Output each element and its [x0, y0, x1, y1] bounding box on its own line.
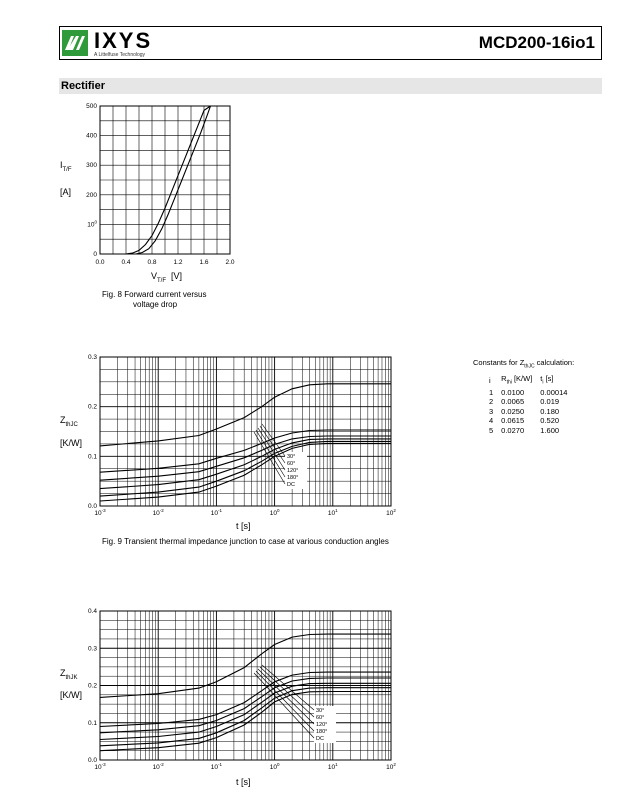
section-title: Rectifier	[59, 78, 602, 94]
fig9-x-tick: $10^0$	[269, 508, 280, 517]
fig10-y-tick: 0.2	[87, 682, 97, 690]
fig9-x-tick: $10^1$	[327, 508, 338, 517]
table-row: 4 0.0615 0.520	[489, 416, 560, 425]
table-row: 5 0.0270 1.600	[489, 425, 560, 435]
fig10-x-tick: $10^2$	[386, 762, 396, 771]
fig8-y-tick: 200	[86, 191, 97, 199]
fig9-legend-label: 60°	[287, 461, 296, 467]
fig9-y-tick: 0.1	[87, 453, 97, 461]
table-row: 2 0.0065 0.019	[489, 397, 560, 406]
fig10-legend-label: 120°	[316, 722, 328, 728]
fig8-xlabel: $V_{T/F}$ [V]	[151, 271, 183, 284]
fig9-legend-label: 30°	[287, 454, 296, 460]
fig9-legend-label: DC	[287, 482, 295, 488]
fig9-caption: Fig. 9 Transient thermal impedance junction to case at various conduction angles	[102, 537, 389, 546]
fig8-x-tick: 0.0	[95, 259, 105, 266]
fig9-x-tick: $10^{-2}$	[152, 508, 164, 517]
brand-name: IXYS	[94, 28, 153, 53]
fig9-y-tick: 0.3	[87, 354, 97, 361]
fig10-ylabel: $Z_{thJK}$	[60, 668, 78, 681]
fig10-x-tick: $10^0$	[269, 762, 280, 771]
fig9-legend-label: 120°	[287, 468, 299, 474]
fig9-y-tick: 0.0	[87, 503, 97, 510]
fig10-legend-label: 180°	[316, 729, 328, 735]
fig9-xlabel: t [s]	[236, 521, 251, 531]
fig10-yunit: [K/W]	[60, 690, 82, 700]
fig10-legend-leader	[254, 673, 314, 738]
fig8-x-tick: 0.8	[147, 259, 157, 266]
fig10-xlabel: t [s]	[236, 777, 251, 787]
fig10-legend-label: 60°	[316, 715, 325, 721]
part-number: MCD200-16io1	[478, 33, 595, 52]
fig8-y-tick: 500	[86, 103, 97, 110]
fig8-ylabel: $I_{T/F}$	[60, 160, 72, 173]
table-row: 3 0.0250 0.180	[489, 406, 560, 416]
fig9-legend-leader	[258, 428, 285, 470]
fig8-yunit: [A]	[60, 187, 72, 197]
fig8-y-tick: 300	[86, 162, 97, 170]
fig8-x-tick: 0.4	[121, 259, 131, 266]
fig9-legend-label: 180°	[287, 475, 299, 481]
fig9-x-tick: $10^{-1}$	[210, 508, 223, 517]
fig8-caption-line1: Fig. 8 Forward current versus	[102, 290, 207, 299]
fig10-legend-label: DC	[316, 736, 324, 742]
fig8-y-tick: 0	[93, 251, 97, 258]
fig10-legend-leader	[262, 665, 314, 710]
fig10-x-tick: $10^1$	[327, 762, 338, 771]
fig9-ylabel: $Z_{thJC}$	[60, 415, 78, 428]
fig10-y-tick: 0.0	[87, 757, 97, 764]
fig8-x-tick: 2.0	[225, 259, 235, 266]
fig10-curve-6	[100, 692, 391, 751]
fig9-x-tick: $10^{-3}$	[94, 508, 106, 517]
fig10-y-tick: 0.4	[87, 608, 97, 615]
fig10-y-tick: 0.3	[87, 645, 97, 653]
fig10-x-tick: $10^{-1}$	[210, 762, 223, 771]
fig8-caption-line2: voltage drop	[133, 300, 178, 309]
fig10-curve-2	[100, 672, 391, 726]
constants-title: Constants for $Z_{thJC}$ calculation:	[473, 358, 575, 370]
fig8-y-tick: 400	[86, 132, 97, 140]
brand-tagline: A Littelfuse Technology	[94, 52, 146, 58]
fig8-y-tick: $10^0$	[87, 219, 97, 229]
fig9-yunit: [K/W]	[60, 438, 82, 448]
fig8-x-tick: 1.6	[199, 259, 209, 266]
fig9-x-tick: $10^2$	[386, 508, 396, 517]
fig10-x-tick: $10^{-3}$	[94, 762, 106, 771]
fig10-legend-label: 30°	[316, 708, 325, 714]
fig9-curve-1	[100, 384, 391, 446]
fig10-y-tick: 0.1	[87, 719, 97, 727]
fig9-curve-6	[100, 443, 391, 501]
fig8-x-tick: 1.2	[173, 259, 183, 266]
fig10-legend-leader	[256, 671, 314, 731]
fig9-y-tick: 0.2	[87, 403, 97, 411]
fig10-x-tick: $10^{-2}$	[152, 762, 164, 771]
constants-header-row: i $R_{thi}$ [K/W] $t_i$ [s]	[489, 373, 554, 385]
table-row: 1 0.0100 0.00014	[489, 387, 568, 397]
